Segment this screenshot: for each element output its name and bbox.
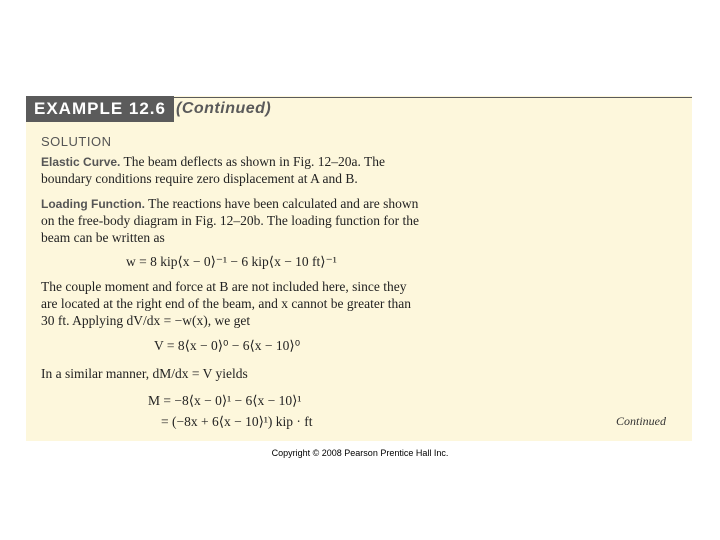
couple-paragraph-line-1: The couple moment and force at B are not included here, since they [41, 279, 407, 294]
couple-paragraph-line-2: are located at the right end of the beam, and x cannot be greater than [41, 296, 411, 311]
loading-function-text-3: beam can be written as [41, 230, 165, 245]
elastic-curve-line-1 [41, 154, 385, 170]
couple-paragraph-line-3: 30 ft. Applying dV/dx = −w(x), we get [41, 313, 251, 328]
loading-function-text-1: The reactions have been calculated and are shown [148, 196, 419, 211]
loading-function-title: Loading Function. [41, 197, 145, 211]
continued-footer: Continued [616, 414, 666, 428]
continued-heading: (Continued) [176, 100, 272, 117]
moment-equation-line-1: M = −8⟨x − 0⟩¹ − 6⟨x − 10⟩¹ [148, 393, 302, 408]
copyright-notice: Copyright © 2008 Pearson Prentice Hall Inc. [271, 448, 449, 458]
elastic-curve-text-1: The beam deflects as shown in Fig. 12–20a. The [123, 154, 385, 169]
loading-function-text-2: on the free-body diagram in Fig. 12–20b. The loading function for the [41, 213, 420, 228]
moment-equation-line-2: = (−8x + 6⟨x − 10⟩¹) kip · ft [161, 414, 313, 429]
solution-heading: SOLUTION [41, 134, 112, 149]
shear-equation: V = 8⟨x − 0⟩⁰ − 6⟨x − 10⟩⁰ [154, 338, 301, 353]
loading-equation: w = 8 kip⟨x − 0⟩⁻¹ − 6 kip⟨x − 10 ft⟩⁻¹ [126, 254, 337, 269]
loading-function-line-1 [41, 196, 418, 212]
similar-manner-text: In a similar manner, dM/dx = V yields [41, 366, 248, 381]
example-label: EXAMPLE 12.6 [26, 96, 174, 122]
elastic-curve-title: Elastic Curve. [41, 155, 121, 169]
elastic-curve-text-2: boundary conditions require zero displacement at A and B. [41, 171, 358, 186]
